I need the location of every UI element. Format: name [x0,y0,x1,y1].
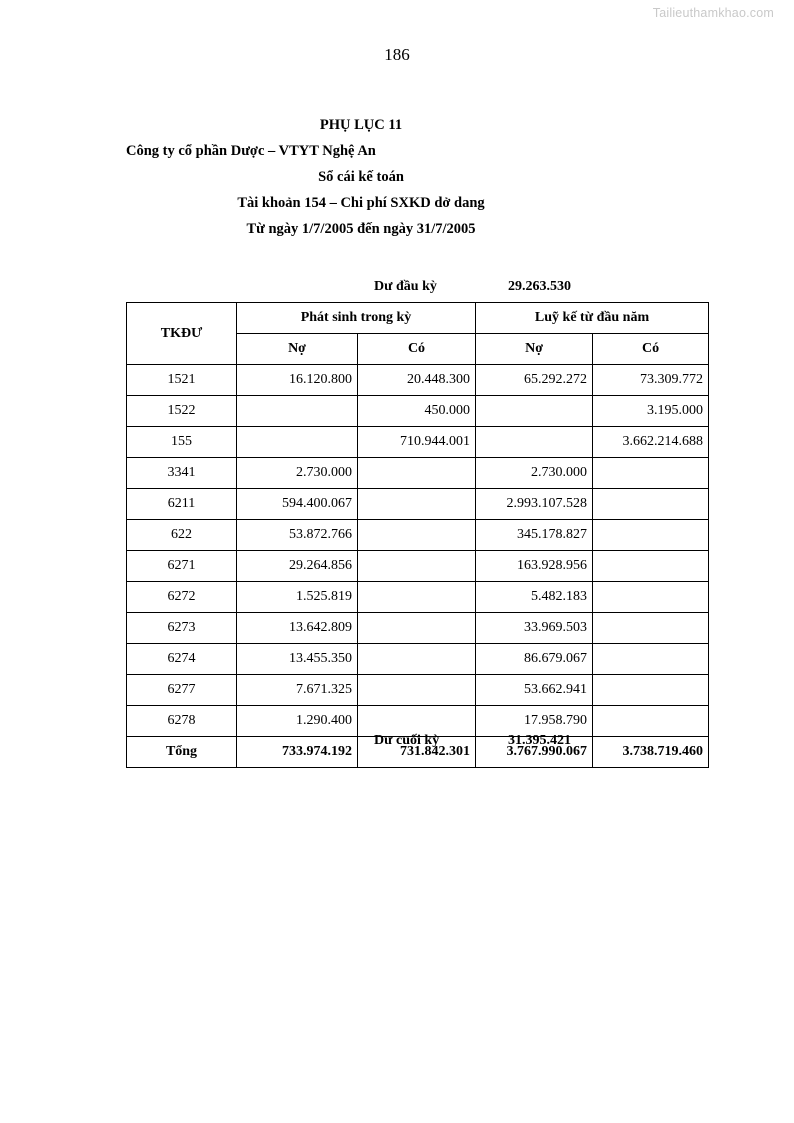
cell-period-credit: 450.000 [358,396,476,427]
cell-period-debit: 733.974.192 [237,737,358,768]
account-subtitle: Tài khoản 154 – Chi phí SXKD dở dang [237,195,485,211]
cell-ytd-debit: 5.482.183 [476,582,593,613]
cell-period-debit: 13.642.809 [237,613,358,644]
cell-period-credit [358,675,476,706]
table-row [127,706,709,737]
cell-period-debit [237,396,358,427]
cell-ytd-debit: 2.730.000 [476,458,593,489]
document-headings [0,112,794,242]
opening-balance-value: 29.263.530 [508,279,571,294]
ledger-table [126,302,709,768]
cell-account: 6277 [127,675,237,706]
cell-ytd-debit: 33.969.503 [476,613,593,644]
column-header-ytd-debit: Nợ [476,334,593,365]
cell-period-debit: 594.400.067 [237,489,358,520]
cell-period-credit: 20.448.300 [358,365,476,396]
cell-period-debit: 53.872.766 [237,520,358,551]
cell-period-credit [358,458,476,489]
appendix-title: PHỤ LỤC 11 [319,117,403,133]
cell-account: 155 [127,427,237,458]
cell-account: 6211 [127,489,237,520]
watermark: Tailieuthamkhao.com [652,6,774,20]
cell-account: 6278 [127,706,237,737]
cell-period-credit: 731.842.301 [358,737,476,768]
cell-account: 6272 [127,582,237,613]
cell-ytd-credit: 3.662.214.688 [593,427,709,458]
cell-ytd-debit [476,427,593,458]
table-header [127,303,709,365]
closing-balance-label: Dư cuối kỳ [374,733,440,748]
cell-period-debit: 29.264.856 [237,551,358,582]
column-header-period: Phát sinh trong kỳ [237,303,476,334]
cell-account: 6271 [127,551,237,582]
document-title: Sổ cái kế toán [318,169,404,185]
cell-account: 622 [127,520,237,551]
column-header-account: TKĐƯ [127,303,237,365]
cell-period-debit: 13.455.350 [237,644,358,675]
cell-period-credit [358,489,476,520]
cell-ytd-debit: 53.662.941 [476,675,593,706]
table-row [127,551,709,582]
cell-ytd-debit: 2.993.107.528 [476,489,593,520]
cell-ytd-credit [593,520,709,551]
table-header-row-groups [127,303,709,334]
table-row [127,613,709,644]
cell-period-credit [358,644,476,675]
table-row [127,458,709,489]
cell-account: 6273 [127,613,237,644]
table-row [127,365,709,396]
cell-period-credit [358,551,476,582]
cell-period-credit [358,613,476,644]
table-row [127,520,709,551]
cell-ytd-credit [593,489,709,520]
column-header-year-to-date: Luỹ kế từ đầu năm [476,303,709,334]
cell-period-debit: 16.120.800 [237,365,358,396]
table-body [127,365,709,768]
company-name: Công ty cổ phần Dược – VTYT Nghệ An [126,143,376,159]
column-header-ytd-credit: Có [593,334,709,365]
cell-ytd-debit: 65.292.272 [476,365,593,396]
cell-ytd-credit: 3.738.719.460 [593,737,709,768]
cell-ytd-debit: 163.928.956 [476,551,593,582]
cell-account: 6274 [127,644,237,675]
cell-ytd-debit: 345.178.827 [476,520,593,551]
cell-ytd-credit: 73.309.772 [593,365,709,396]
table-row [127,489,709,520]
cell-period-debit: 1.525.819 [237,582,358,613]
column-header-period-credit: Có [358,334,476,365]
table-row [127,675,709,706]
table-row [127,582,709,613]
cell-period-credit: 710.944.001 [358,427,476,458]
cell-ytd-debit [476,396,593,427]
cell-period-debit: 7.671.325 [237,675,358,706]
cell-account: 3341 [127,458,237,489]
cell-period-credit [358,706,476,737]
cell-ytd-debit: 86.679.067 [476,644,593,675]
cell-ytd-credit [593,458,709,489]
cell-ytd-credit: 3.195.000 [593,396,709,427]
cell-account: 1521 [127,365,237,396]
cell-ytd-credit [593,675,709,706]
table-row [127,427,709,458]
cell-period-credit [358,582,476,613]
cell-ytd-credit [593,706,709,737]
cell-account: Tổng [127,737,237,768]
cell-account: 1522 [127,396,237,427]
cell-period-debit [237,427,358,458]
table-row [127,644,709,675]
cell-period-debit: 1.290.400 [237,706,358,737]
cell-ytd-credit [593,644,709,675]
page-number: 186 [384,45,410,64]
cell-period-debit: 2.730.000 [237,458,358,489]
cell-period-credit [358,520,476,551]
cell-ytd-credit [593,582,709,613]
cell-ytd-debit: 17.958.790 [476,706,593,737]
cell-ytd-credit [593,551,709,582]
opening-balance-label: Dư đầu kỳ [374,279,437,294]
cell-ytd-credit [593,613,709,644]
cell-ytd-debit: 3.767.990.067 [476,737,593,768]
table-row [127,396,709,427]
column-header-period-debit: Nợ [237,334,358,365]
closing-balance-value: 31.395.421 [508,733,571,748]
period-subtitle: Từ ngày 1/7/2005 đến ngày 31/7/2005 [246,221,476,237]
